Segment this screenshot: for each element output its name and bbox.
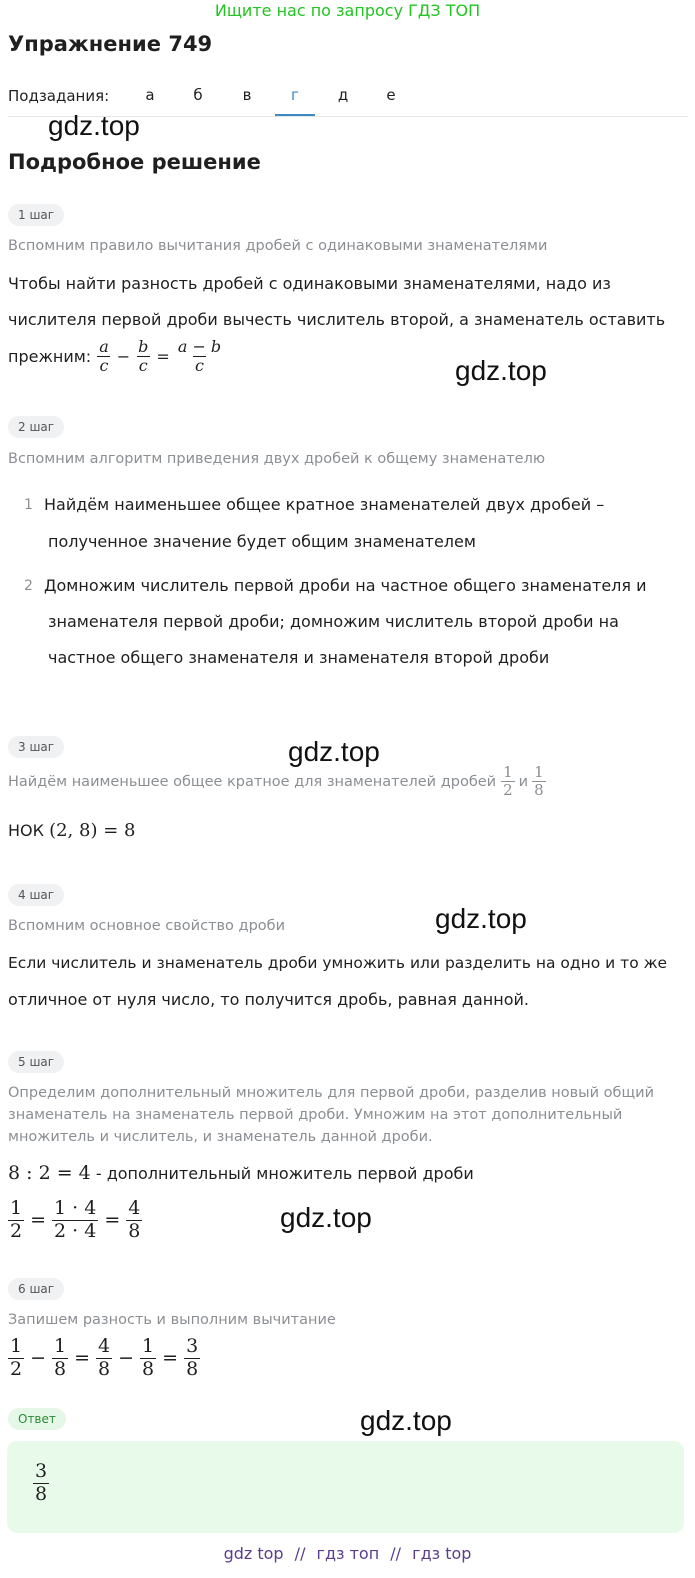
equation-row: $\frac{1}{2}$ = $\frac{1 \cdot 4}{2 \cdot 4}$ = $\frac{4}{8}$ <box>10 1197 141 1242</box>
step-subtitle: Вспомним основное свойство дроби <box>8 918 286 934</box>
denominator: c <box>195 356 204 376</box>
step-subtitle: множитель и числитель, и знаменатель данной дроби. <box>8 1129 433 1145</box>
step-subtitle: Запишем разность и выполним вычитание <box>8 1312 336 1328</box>
list-item: Домножим числитель первой дроби на частное общего знаменателя и <box>44 576 647 595</box>
fraction <box>126 1198 142 1243</box>
tab-e[interactable]: е <box>386 86 396 104</box>
denominator: 8 <box>186 1357 199 1380</box>
footer-link[interactable]: гдз top <box>412 1544 472 1563</box>
denominator: 2 <box>503 781 513 800</box>
fraction <box>8 1336 24 1381</box>
fraction <box>140 1336 156 1381</box>
numerator: 3 <box>186 1335 199 1357</box>
lcm-expression: (2, 8) = 8 <box>49 820 136 841</box>
list-item: Найдём наименьшее общее кратное знаменателей двух дробей – <box>44 495 605 514</box>
watermark: gdz.top <box>455 355 547 386</box>
numerator: 1 <box>534 763 544 781</box>
fraction <box>532 764 546 800</box>
watermark: gdz.top <box>288 736 380 767</box>
tab-v[interactable]: в <box>242 86 252 104</box>
answer-fraction <box>33 1461 49 1506</box>
answer-box <box>7 1441 684 1533</box>
lcm-row <box>8 820 135 841</box>
numerator: 4 <box>98 1335 111 1357</box>
step-text: отличное от нуля число, то получится дробь, равная данной. <box>8 990 529 1009</box>
list-item: частное общего знаменателя и знаменателя второй дроби <box>48 648 550 667</box>
factor-row <box>8 1162 474 1184</box>
denominator: 2 · 4 <box>54 1219 97 1242</box>
tab-d[interactable]: д <box>337 86 349 104</box>
tab-b[interactable]: б <box>193 86 203 104</box>
fraction <box>136 338 150 376</box>
step-badge: 3 шаг <box>8 736 64 758</box>
numerator: b <box>138 337 149 356</box>
denominator: 8 <box>128 1219 141 1242</box>
step-subtitle: Вспомним правило вычитания дробей с одинаковыми знаменателями <box>8 238 548 254</box>
step-badge: 5 шаг <box>8 1051 64 1073</box>
denominator: 2 <box>10 1357 23 1380</box>
step-text: Чтобы найти разность дробей с одинаковыми знаменателями, надо из <box>8 274 611 293</box>
solution-title: Подробное решение <box>8 150 261 174</box>
fraction <box>96 1336 112 1381</box>
numerator: 1 <box>142 1335 155 1357</box>
minus-sign: − <box>116 347 131 367</box>
watermark: gdz.top <box>360 1405 452 1436</box>
denominator: 8 <box>534 781 544 800</box>
step-subtitle: знаменатель на знаменатель первой дроби. Умножим на этот дополнительный <box>8 1107 623 1123</box>
step-badge: 4 шаг <box>8 884 64 906</box>
and-word: и <box>518 773 529 790</box>
step-badge: 6 шаг <box>8 1278 64 1300</box>
fraction <box>8 1198 24 1243</box>
tab-a[interactable]: а <box>145 86 155 104</box>
denominator: 8 <box>54 1357 67 1380</box>
numerator: 4 <box>128 1197 141 1219</box>
numerator: 1 <box>503 763 513 781</box>
footer-separator: // <box>294 1544 306 1563</box>
numerator: 1 · 4 <box>54 1197 97 1219</box>
factor-text: - дополнительный множитель первой дроби <box>95 1164 474 1183</box>
denominator: 8 <box>142 1357 155 1380</box>
numerator: 3 <box>35 1460 48 1482</box>
step-subtitle: Найдём наименьшее общее кратное для знаменателей дробей <box>8 773 497 790</box>
footer-link[interactable]: gdz top <box>223 1544 284 1563</box>
step-text: Если числитель и знаменатель дроби умножить или разделить на одно и то же <box>8 954 668 972</box>
promo-banner[interactable]: Ищите нас по запросу ГДЗ ТОП <box>214 1 481 20</box>
denominator: 8 <box>98 1357 111 1380</box>
fraction <box>97 338 111 376</box>
watermark: gdz.top <box>280 1202 372 1233</box>
lcm-label: НОК <box>8 821 44 840</box>
denominator: c <box>138 356 148 376</box>
footer-separator: // <box>390 1544 402 1563</box>
page-title: Упражнение 749 <box>8 32 213 56</box>
step-text: прежним: <box>8 347 92 367</box>
equation-row: $\frac{1}{2}$ − $\frac{1}{8}$ = $\frac{4}{8}$ − $\frac{1}{8}$ = $\frac{3}{8}$ <box>10 1335 199 1380</box>
numerator: a − b <box>177 337 222 356</box>
fraction <box>184 1336 200 1381</box>
watermark: gdz.top <box>48 110 140 141</box>
fraction <box>52 1198 98 1243</box>
numerator: 1 <box>10 1197 23 1219</box>
fraction <box>176 338 223 376</box>
list-number: 1 <box>24 497 33 513</box>
step-text: числителя первой дроби вычесть числитель второй, а знаменатель оставить <box>8 310 666 329</box>
footer-link[interactable]: гдз топ <box>316 1544 380 1563</box>
step-subtitle: Вспомним алгоритм приведения двух дробей к общему знаменателю <box>8 451 546 467</box>
numerator: 1 <box>54 1335 67 1357</box>
numerator: 1 <box>10 1335 23 1357</box>
watermark: gdz.top <box>435 903 527 934</box>
tab-g[interactable]: г <box>275 86 315 116</box>
answer-badge: Ответ <box>8 1408 66 1430</box>
step-badge: 1 шаг <box>8 204 64 226</box>
fraction <box>501 764 515 800</box>
numerator: a <box>99 337 109 356</box>
step-badge: 2 шаг <box>8 416 64 438</box>
subtasks-label: Подзадания: <box>8 87 110 105</box>
factor-expression: 8 : 2 = 4 <box>8 1162 91 1184</box>
list-item: знаменателя первой дроби; домножим числитель второй дроби на <box>48 612 619 631</box>
footer-links <box>0 1544 695 1563</box>
step-subtitle: Определим дополнительный множитель для первой дроби, разделив новый общий <box>8 1085 654 1101</box>
denominator: 2 <box>10 1219 23 1242</box>
denominator: 8 <box>35 1482 48 1505</box>
list-number: 2 <box>24 578 33 594</box>
equals-sign: = <box>156 347 170 367</box>
list-item: полученное значение будет общим знаменателем <box>48 532 476 551</box>
fraction <box>52 1336 68 1381</box>
step-subtitle-row <box>8 764 546 800</box>
formula-row <box>8 338 223 376</box>
denominator: c <box>99 356 109 376</box>
